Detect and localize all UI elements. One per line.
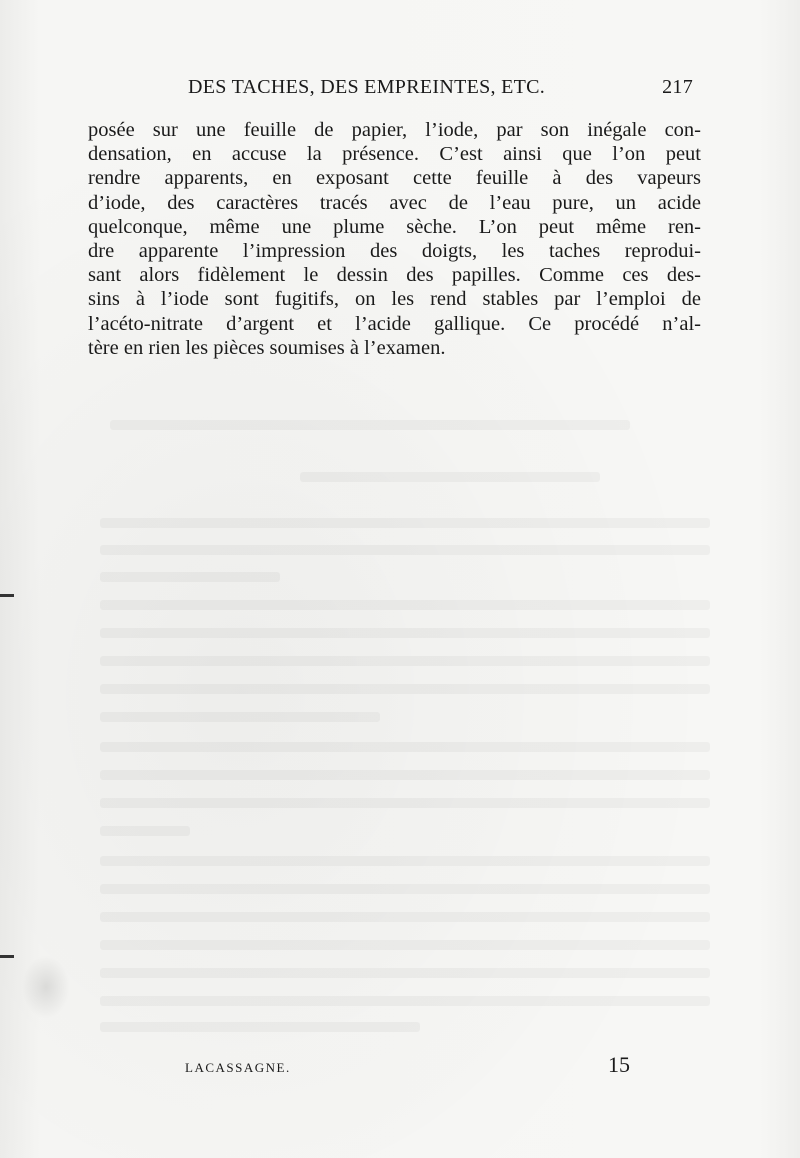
text-line: l’acéto-nitrate d’argent et l’acide gallique. Ce procédé n’al- bbox=[88, 312, 701, 335]
bleed-through-line bbox=[100, 856, 710, 866]
running-title: DES TACHES, DES EMPREINTES, ETC. bbox=[188, 76, 546, 98]
text-line: rendre apparents, en exposant cette feuille à des vapeurs bbox=[88, 167, 701, 190]
running-header bbox=[188, 76, 693, 99]
bleed-through-line bbox=[100, 684, 710, 694]
bleed-through-line bbox=[100, 656, 710, 666]
bleed-through-line bbox=[100, 826, 190, 836]
bleed-through-line bbox=[300, 472, 600, 482]
text-line: d’iode, des caractères tracés avec de l’eau pure, un acide bbox=[88, 191, 701, 214]
binding-mark bbox=[0, 594, 14, 597]
signature-number: 15 bbox=[608, 1052, 630, 1077]
text-line: sant alors fidèlement le dessin des papilles. Comme ces des- bbox=[88, 264, 701, 287]
body-paragraph bbox=[88, 118, 701, 360]
text-line: quelconque, même une plume sèche. L’on peut même ren- bbox=[88, 215, 701, 238]
bleed-through-line bbox=[100, 968, 710, 978]
paper-stain bbox=[22, 955, 70, 1019]
bleed-through-line bbox=[110, 420, 630, 430]
bleed-through-line bbox=[100, 798, 710, 808]
bleed-through-line bbox=[100, 572, 280, 582]
bleed-through-line bbox=[100, 884, 710, 894]
page-number: 217 bbox=[662, 76, 693, 98]
bleed-through-line bbox=[100, 940, 710, 950]
bleed-through-line bbox=[100, 742, 710, 752]
text-line: densation, en accuse la présence. C’est ainsi que l’on peut bbox=[88, 143, 701, 166]
bleed-through-line bbox=[100, 712, 380, 722]
bleed-through-line bbox=[100, 996, 710, 1006]
bleed-through-line bbox=[100, 770, 710, 780]
bleed-through-line bbox=[100, 545, 710, 555]
printer-signature: LACASSAGNE. bbox=[185, 1060, 291, 1075]
text-line: tère en rien les pièces soumises à l’examen. bbox=[88, 336, 446, 359]
text-line: dre apparente l’impression des doigts, les taches reprodui- bbox=[88, 239, 701, 262]
bleed-through-line bbox=[100, 1022, 420, 1032]
text-line: sins à l’iode sont fugitifs, on les rend stables par l’emploi de bbox=[88, 288, 701, 311]
bleed-through-line bbox=[100, 912, 710, 922]
binding-mark bbox=[0, 955, 14, 958]
bleed-through-line bbox=[100, 628, 710, 638]
bleed-through-line bbox=[100, 518, 710, 528]
page-footer bbox=[185, 1052, 630, 1078]
text-line: posée sur une feuille de papier, l’iode, par son inégale con- bbox=[88, 119, 701, 141]
bleed-through-line bbox=[100, 600, 710, 610]
